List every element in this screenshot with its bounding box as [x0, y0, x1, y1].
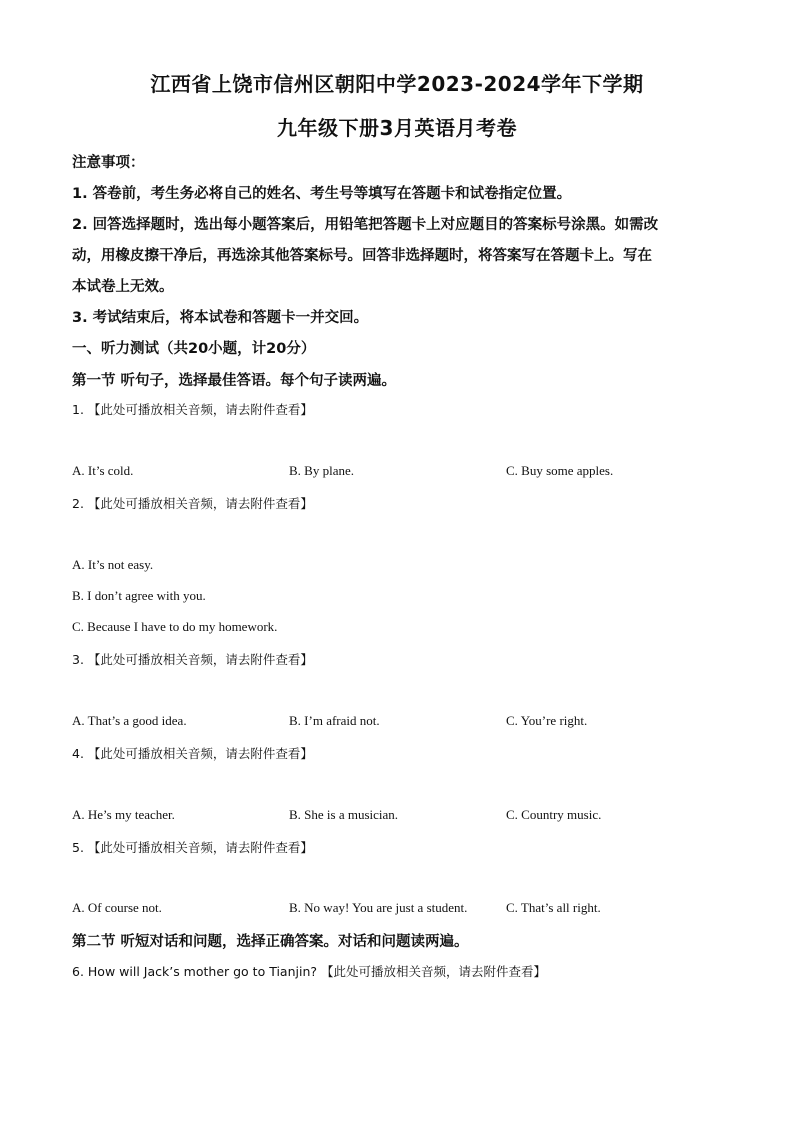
- question-6-prompt: 6. How will Jack’s mother go to Tianjin? 【此处可播放相关音频，请去附件查看】: [72, 964, 546, 979]
- question-3-option-a: A. That’s a good idea.: [72, 713, 187, 728]
- question-1-prompt: 1. 【此处可播放相关音频，请去附件查看】: [72, 402, 313, 417]
- question-2-option-b: B. I don’t agree with you.: [72, 588, 206, 603]
- exam-subtitle: 九年级下册3月英语月考卷: [277, 116, 517, 140]
- question-3-prompt: 3. 【此处可播放相关音频，请去附件查看】: [72, 652, 313, 667]
- question-4-option-c: C. Country music.: [506, 807, 602, 822]
- question-4-option-b: B. She is a musician.: [289, 807, 399, 822]
- question-4-option-a: A. He’s my teacher.: [72, 807, 175, 822]
- question-2-option-c: C. Because I have to do my homework.: [72, 619, 278, 634]
- question-3-option-c: C. You’re right.: [506, 713, 588, 728]
- section-heading: 一、听力测试（共20小题，计20分）: [72, 341, 316, 357]
- exam-title: 江西省上饶市信州区朝阳中学2023-2024学年下学期: [150, 72, 644, 96]
- question-1-option-b: B. By plane.: [289, 463, 354, 478]
- question-5-option-c: C. That’s all right.: [506, 900, 601, 915]
- part1-heading: 第一节 听句子，选择最佳答语。每个句子读两遍。: [72, 373, 397, 389]
- notice-item-2-line-3: 本试卷上无效。: [72, 279, 174, 295]
- question-5-prompt: 5. 【此处可播放相关音频，请去附件查看】: [72, 840, 313, 855]
- part2-heading: 第二节 听短对话和问题，选择正确答案。对话和问题读两遍。: [72, 934, 469, 950]
- question-5-option-a: A. Of course not.: [72, 900, 162, 915]
- question-3-option-b: B. I’m afraid not.: [289, 713, 380, 728]
- notice-item-1: 1. 答卷前，考生务必将自己的姓名、考生号等填写在答题卡和试卷指定位置。: [72, 186, 572, 202]
- question-1-option-c: C. Buy some apples.: [506, 463, 614, 478]
- question-5-option-b: B. No way! You are just a student.: [289, 900, 468, 915]
- question-2-prompt: 2. 【此处可播放相关音频，请去附件查看】: [72, 496, 313, 511]
- notice-item-3: 3. 考试结束后，将本试卷和答题卡一并交回。: [72, 310, 369, 326]
- notice-heading: 注意事项：: [72, 155, 145, 171]
- notice-item-2-line-1: 2. 回答选择题时，选出每小题答案后，用铅笔把答题卡上对应题目的答案标号涂黑。如需改: [72, 217, 659, 233]
- notice-item-2-line-2: 动，用橡皮擦干净后，再选涂其他答案标号。回答非选择题时，将答案写在答题卡上。写在: [72, 248, 652, 264]
- question-2-option-a: A. It’s not easy.: [72, 557, 154, 572]
- question-4-prompt: 4. 【此处可播放相关音频，请去附件查看】: [72, 746, 313, 761]
- question-1-option-a: A. It’s cold.: [72, 463, 134, 478]
